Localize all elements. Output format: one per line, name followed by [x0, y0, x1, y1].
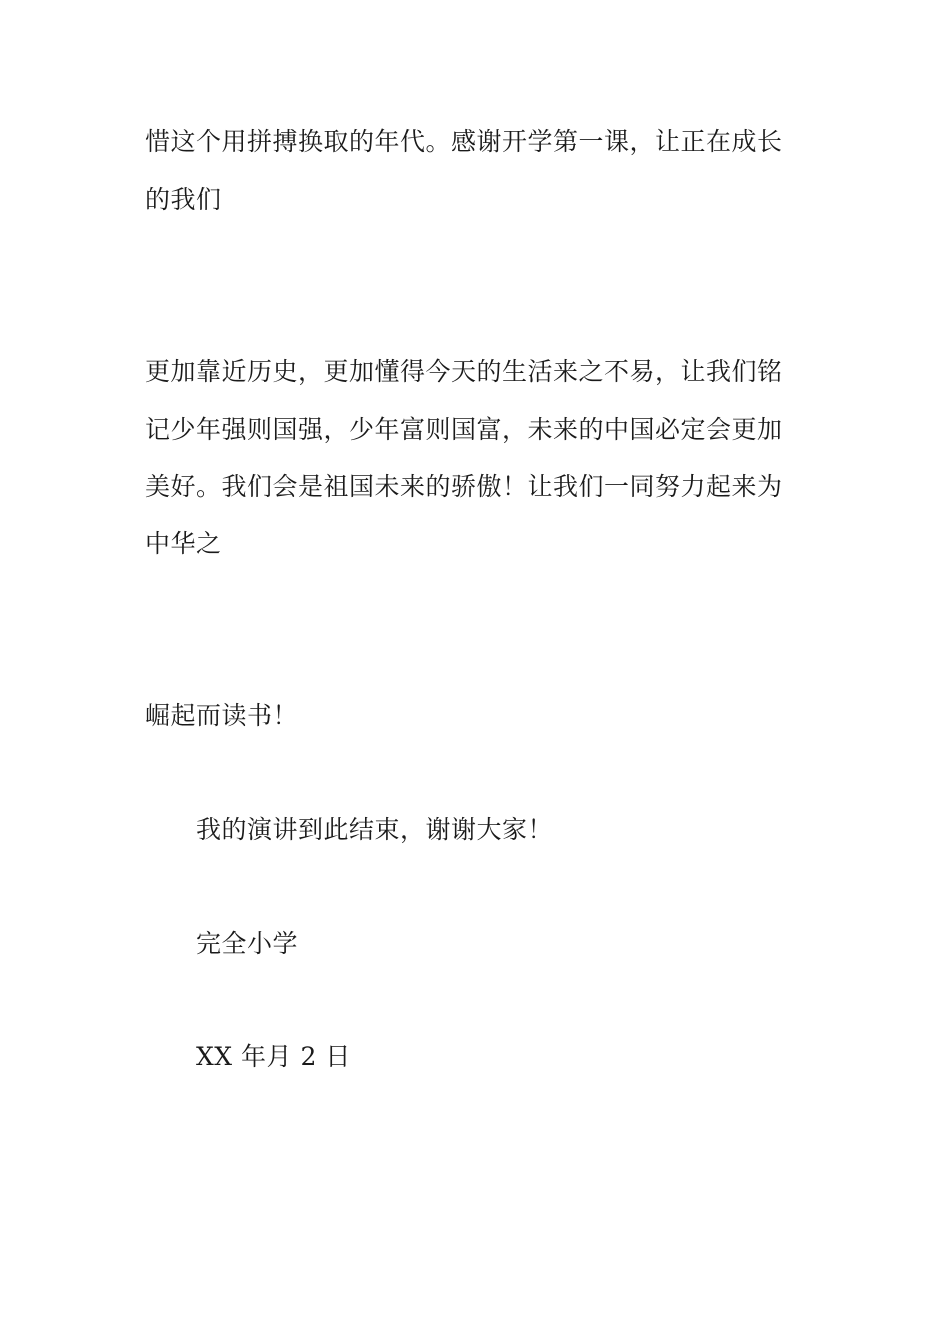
- paragraph-3-line-1: 崛起而读书！: [145, 701, 299, 730]
- signature-school: 完全小学: [196, 929, 299, 958]
- paragraph-1-line-2: 的我们: [145, 185, 222, 214]
- paragraph-1-line-1: 惜这个用拼搏换取的年代。感谢开学第一课，让正在成长: [145, 127, 783, 156]
- paragraph-2-line-3: 美好。我们会是祖国未来的骄傲！让我们一同努力起来为: [145, 472, 783, 501]
- paragraph-2-line-1: 更加靠近历史，更加懂得今天的生活来之不易，让我们铭: [145, 357, 783, 386]
- signature-date: XX 年月 2 日: [196, 1042, 351, 1071]
- closing-remark: 我的演讲到此结束，谢谢大家！: [196, 815, 554, 844]
- paragraph-2-line-4: 中华之: [145, 529, 222, 558]
- paragraph-2-line-2: 记少年强则国强，少年富则国富，未来的中国必定会更加: [145, 415, 783, 444]
